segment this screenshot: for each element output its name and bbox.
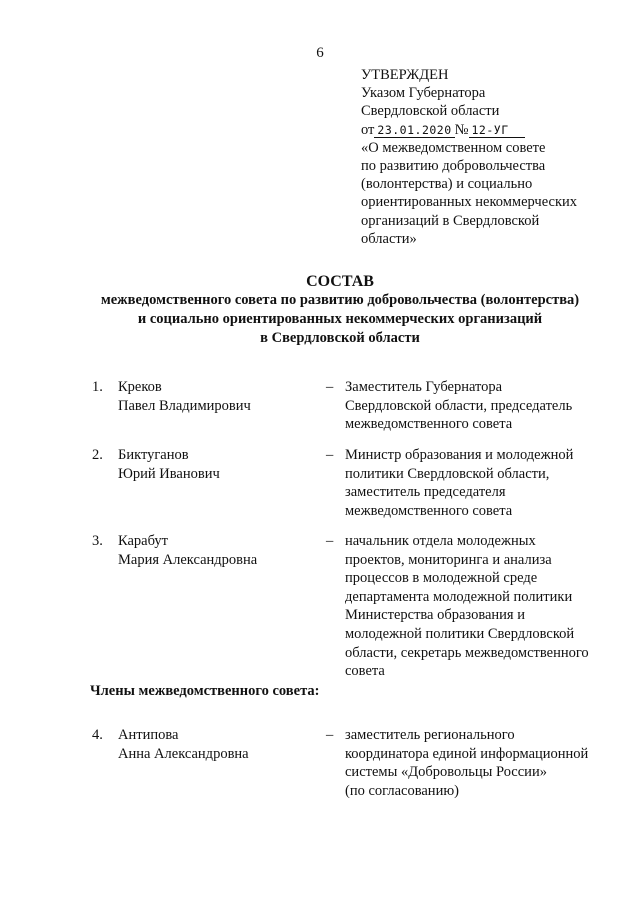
position-line: Министерства образования и: [345, 607, 525, 624]
position-line: межведомственного совета: [345, 502, 513, 519]
decree-title-line: организаций в Свердловской: [361, 212, 540, 229]
approval-date-line: [361, 121, 621, 139]
decree-number: 12-УГ: [469, 123, 525, 138]
member-name: [118, 726, 318, 763]
number-label: №: [454, 121, 469, 138]
position-line: заместитель председателя: [345, 484, 506, 501]
decree-title-line: по развитию добровольчества: [361, 158, 546, 175]
given-names: Анна Александровна: [118, 745, 249, 762]
member-number: 4.: [92, 727, 103, 743]
position-line: координатора единой информационной: [345, 745, 589, 762]
document-title: [0, 272, 640, 348]
members-section-heading: Члены межведомственного совета:: [90, 683, 320, 699]
decree-title-line: области»: [361, 230, 417, 247]
member-name: [118, 532, 318, 569]
approval-decree: Указом Губернатора: [361, 85, 486, 102]
title-line: в Свердловской области: [260, 330, 420, 346]
position-line: Заместитель Губернатора: [345, 379, 503, 395]
decree-date: 23.01.2020: [374, 123, 454, 138]
position-line: межведомственного совета: [345, 416, 513, 433]
dash-separator: –: [326, 379, 334, 395]
decree-title-line: ориентированных некоммерческих: [361, 194, 578, 211]
position-line: (по согласованию): [345, 782, 459, 799]
position-line: заместитель регионального: [345, 727, 515, 743]
position-line: совета: [345, 663, 385, 680]
decree-title-line: (волонтерства) и социально: [361, 176, 533, 193]
position-line: политики Свердловской области,: [345, 465, 550, 482]
given-names: Мария Александровна: [118, 551, 258, 568]
member-position: [345, 446, 615, 520]
approval-region: Свердловской области: [361, 103, 500, 120]
member-name: [118, 446, 318, 483]
position-line: области, секретарь межведомственного: [345, 644, 589, 661]
title-main: СОСТАВ: [306, 273, 374, 290]
dash-separator: –: [326, 533, 334, 549]
member-number: 1.: [92, 379, 103, 395]
decree-title-line: «О межведомственном совете: [361, 139, 546, 156]
position-line: молодежной политики Свердловской: [345, 625, 575, 642]
position-line: Министр образования и молодежной: [345, 447, 574, 463]
approval-stamp: [361, 66, 621, 248]
dash-separator: –: [326, 447, 334, 463]
member-number: 3.: [92, 533, 103, 549]
member-position: [345, 378, 615, 434]
from-label: от: [361, 121, 375, 138]
member-name: [118, 378, 318, 415]
position-line: процессов в молодежной среде: [345, 570, 538, 587]
surname: Карабут: [118, 533, 169, 549]
position-line: системы «Добровольцы России»: [345, 764, 547, 781]
given-names: Юрий Иванович: [118, 465, 220, 482]
position-line: проектов, мониторинга и анализа: [345, 551, 552, 568]
approval-heading: УТВЕРЖДЕН: [361, 67, 449, 83]
surname: Биктуганов: [118, 447, 189, 463]
member-position: [345, 726, 615, 800]
title-line: и социально ориентированных некоммерческих организаций: [137, 311, 543, 327]
position-line: Свердловской области, председатель: [345, 397, 573, 414]
surname: Креков: [118, 379, 162, 395]
given-names: Павел Владимирович: [118, 397, 251, 414]
dash-separator: –: [326, 727, 334, 743]
member-position: [345, 532, 615, 681]
position-line: начальник отдела молодежных: [345, 533, 536, 549]
title-line: межведомственного совета по развитию добровольчества (волонтерства): [100, 292, 580, 308]
member-number: 2.: [92, 447, 103, 463]
surname: Антипова: [118, 727, 179, 743]
page-number: 6: [316, 45, 324, 61]
position-line: департамента молодежной политики: [345, 588, 573, 605]
